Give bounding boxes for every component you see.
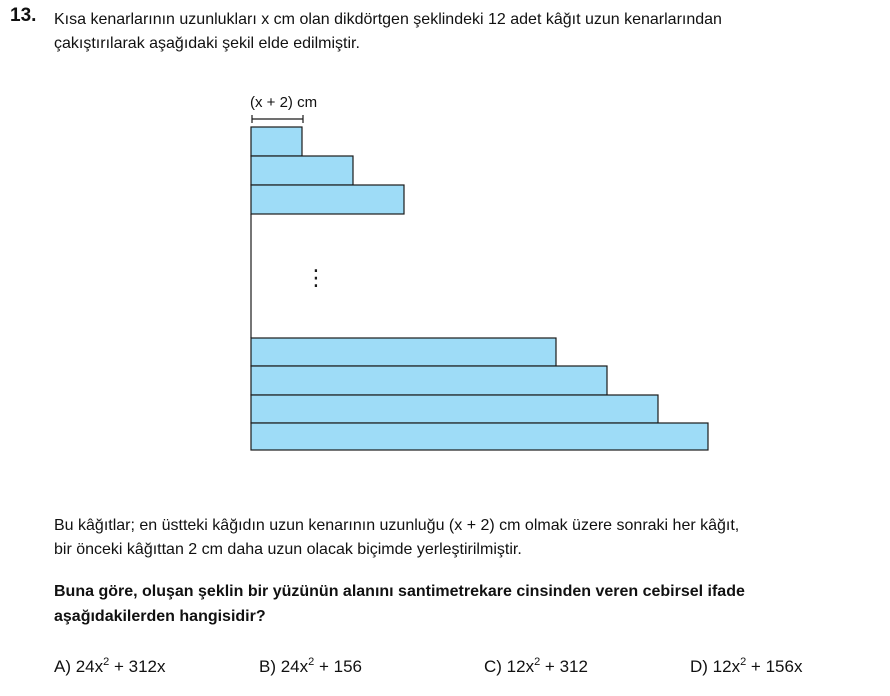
question-number: 13. [10,5,37,26]
paper-strip-12 [251,423,708,450]
choice-d[interactable]: D) $12x^2 + 156x$ [690,656,803,676]
stem-line-2: çakıştırılarak aşağıdaki şekil elde edilmiştir. [54,35,360,52]
paper-strip-1 [251,127,302,156]
paper-strip-3 [251,185,404,214]
description [54,514,884,562]
question-prompt [54,579,884,629]
prompt-line-2: aşağıdakilerden hangisidir? [54,608,266,625]
description-line-1: Bu kâğıtlar; en üstteki kâğıdın uzun kenarının uzunluğu (x + 2) cm olmak üzere sonraki her kâğıt, [54,517,740,534]
paper-strip-10 [251,366,607,395]
paper-strip-2 [251,156,353,185]
stem-line-1: Kısa kenarlarının uzunlukları x cm olan dikdörtgen şeklindeki 12 adet kâğıt uzun kenarlarından [54,11,722,28]
ellipsis-dots: ⋮ [305,266,327,291]
paper-strip-11 [251,395,658,423]
choice-c[interactable]: C) $12x^2 + 312$ [484,656,588,676]
choice-b[interactable]: B) $24x^2 + 156$ [259,656,363,676]
choice-a[interactable]: A) $24x^2 + 312x$ [54,656,166,676]
description-line-2: bir önceki kâğıttan 2 cm daha uzun olacak biçimde yerleştirilmiştir. [54,541,522,558]
dimension-label: (x + 2) cm [250,94,318,111]
paper-strip-9 [251,338,556,366]
dimension-marker [252,115,303,123]
prompt-line-1: Buna göre, oluşan şeklin bir yüzünün alanını santimetrekare cinsinden veren cebirsel ifade [54,583,745,600]
